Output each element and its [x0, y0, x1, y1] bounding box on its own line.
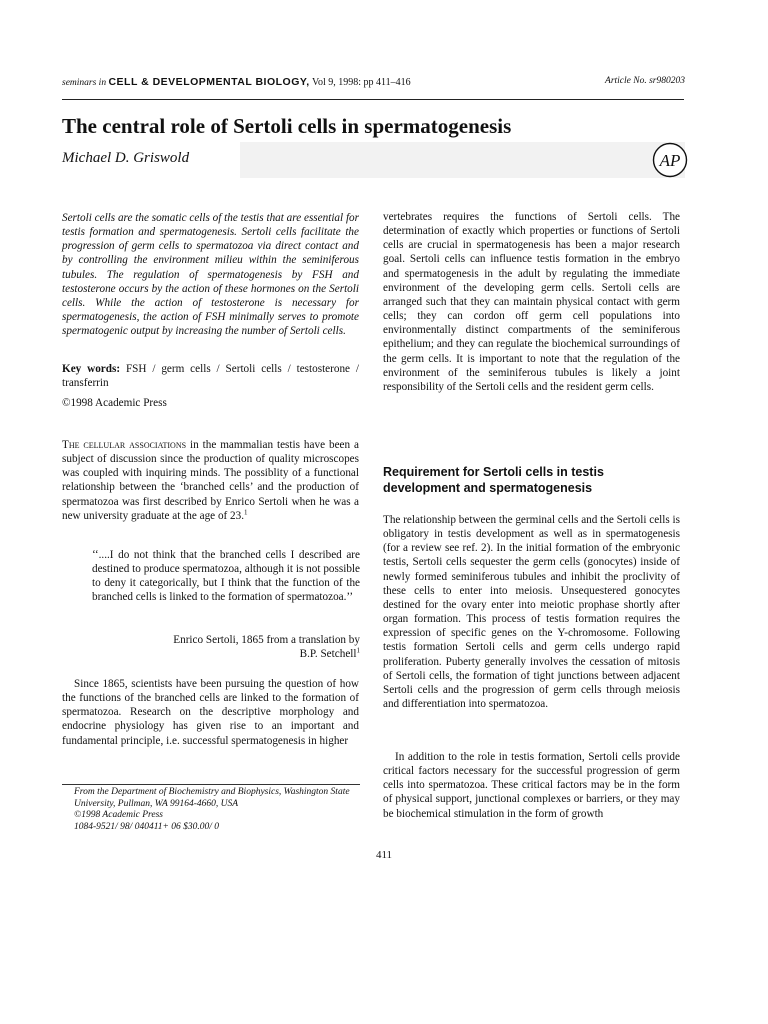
right-paragraph-3: In addition to the role in testis formation, Sertoli cells provide critical factors necessary for the successful progression of germ cells into spermatozoa. These critical factors may be in the form of physical support, junctional complexes or barriers, or they may be biochemical stimulation in the form of growth — [383, 751, 680, 820]
footnote-copyright: ©1998 Academic Press — [74, 810, 164, 821]
keywords-label: Key words: — [62, 363, 121, 375]
journal-name: CELL & DEVELOPMENTAL BIOLOGY, — [108, 76, 310, 88]
footnote-affiliation: From the Department of Biochemistry and Biophysics, Washington State University, Pullman, WA 99164-4660, USA — [74, 787, 350, 809]
author-name: Michael D. Griswold — [62, 150, 190, 166]
footnote-code: 1084-9521/ 98/ 040411+ 06 $30.00/ 0 — [74, 821, 220, 832]
keywords — [62, 362, 359, 390]
right-paragraph-2: The relationship between the germinal cells and the Sertoli cells is obligatory in testis development as well as in spermatogenesis (for a review see ref. 2). In the initial formation of the embryonic testis, Sertoli cells sequester the germ cells (gonocytes) inside of newly formed seminiferous tubules and inhibit the proclivity of these cells to enter into meiosis. Unsequestered gonocytes destined for the ovary enter into meiotic prophase shortly after organ formation. This process of testis formation requires the expression of specific genes on the Y-chromosome. Following testis formation Sertoli cells and germ cells undergo rapid proliferation. Puberty generally involves the cessation of mitosis of Sertoli cells, the formation of tight junctions between adjacent Sertoli cells and the progression of germ cells through meiosis and differentiation into spermatozoa. — [383, 514, 680, 711]
quote-attribution: Enrico Sertoli, 1865 from a translation by — [173, 634, 360, 646]
intro-smallcaps: The cellular associations — [62, 439, 187, 451]
intro-text: in the mammalian testis have been a subject of discussion since the production of quality microscopes was coupled with inquiring minds. The possiblity of a functional relationship between the ‘branched cells’ and the production of spermatozoa was first described by Enrico Sertoli when he was a new university graduate at the age of 23. — [62, 439, 359, 522]
publisher-logo-text: AP — [659, 151, 681, 170]
journal-prefix: seminars in — [62, 78, 107, 88]
article-number: Article No. sr980203 — [605, 76, 685, 86]
header-rule — [62, 99, 684, 100]
running-header — [62, 76, 411, 88]
copyright: ©1998 Academic Press — [62, 397, 167, 409]
page-number: 411 — [375, 849, 393, 861]
quote-attribution-source — [300, 648, 360, 660]
footnote-rule — [62, 784, 360, 785]
volume-info: Vol 9, 1998: pp 411–416 — [312, 77, 411, 88]
intro-ref: 1 — [244, 508, 248, 517]
quote-source-name: B.P. Setchell — [299, 648, 357, 660]
abstract: Sertoli cells are the somatic cells of the testis that are essential for testis formation and spermatogenesis. Sertoli cells facilitate the progression of germ cells to spermatozoa via direct contact and by controlling the environment milieu within the seminiferous tubules. The regulation of spermatogenesis by FSH and testosterone occurs by the action of these hormones on the Sertoli cells. While the action of testosterone is necessary for spermatogenesis, the action of FSH minimally serves to promote spermatogenic output by increasing the number of Sertoli cells. — [62, 212, 359, 338]
sertoli-quote: ‘‘....I do not think that the branched cells I described are destined to produce spermatozoa, although it is not possible to deny it categorically, but I think that the function of the branched cells is linked to the formation of spermatozoa.’’ — [92, 549, 360, 604]
author-band — [240, 142, 685, 178]
publisher-logo — [652, 142, 688, 178]
article-title: The central role of Sertoli cells in spermatogenesis — [62, 114, 512, 138]
quote-source-ref: 1 — [356, 646, 360, 655]
section-heading: Requirement for Sertoli cells in testis development and spermatogenesis — [383, 465, 604, 495]
left-paragraph-2: Since 1865, scientists have been pursuing the question of how the functions of the branched cells are linked to the formation of spermatozoa. Research on the descriptive morphology and endocrine physiology has given rise to an important and fundamental principle, i.e. successful spermatogenesis in higher — [62, 678, 359, 747]
keywords-text: FSH / germ cells / Sertoli cells / testosterone / transferrin — [62, 363, 360, 390]
right-paragraph-1: vertebrates requires the functions of Sertoli cells. The determination of exactly which properties or functions of Sertoli cells are crucial in spermatogenesis has been a major research goal. Sertoli cells can influence testis formation in the embryo and spermatogenesis in the adult by regulating the immediate environment of the developing germ cells. Sertoli cells are arranged such that they can maintain physical contact with germ cells; they can cordon off germ cell populations into environmentally distinct compartments of the seminiferous epithelium; and they can regulate the biochemical surroundings of the germ cells. It is important to note that the regulation of the environment of the seminiferous tubules is likely a joint responsibility of the Sertoli cells and the resident germ cells. — [383, 211, 680, 393]
intro-paragraph — [62, 438, 359, 523]
footnote — [62, 787, 359, 833]
